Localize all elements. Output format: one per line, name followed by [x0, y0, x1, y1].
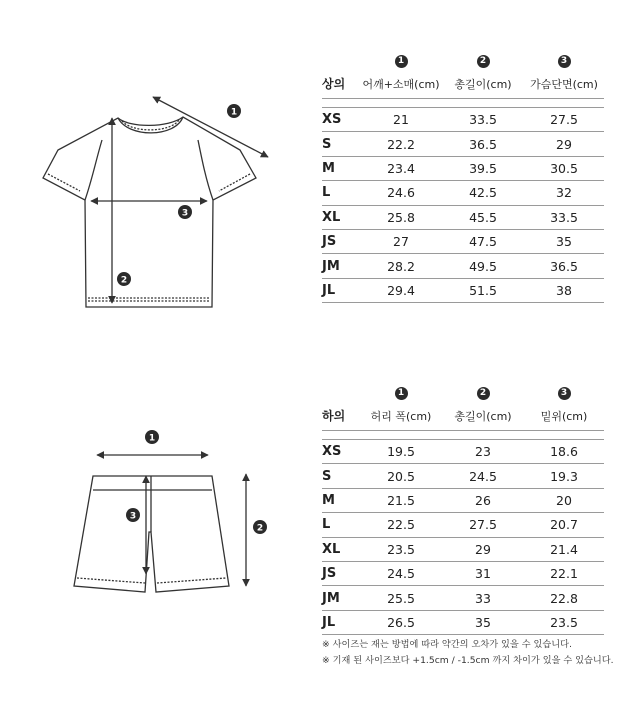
table-row: JS 27 47.5 35 — [322, 229, 604, 253]
col-badge: 3 — [558, 387, 571, 400]
table-row: XS 19.5 23 18.6 — [322, 440, 604, 464]
column-header: 허리 폭(cm) — [370, 409, 432, 423]
size-notes — [322, 637, 614, 669]
table-row: JS 24.5 31 22.1 — [322, 561, 604, 585]
table-row: M 23.4 39.5 30.5 — [322, 156, 604, 180]
shorts-measure-lines — [97, 455, 246, 586]
shorts-badge-1 — [145, 430, 159, 444]
table-row: XL 25.8 45.5 33.5 — [322, 205, 604, 229]
table-row: L 24.6 42.5 32 — [322, 181, 604, 205]
svg-text:1: 1 — [148, 433, 156, 444]
col-badge: 2 — [477, 387, 490, 400]
tshirt-outline — [43, 117, 256, 307]
table-row: XS 21 33.5 27.5 — [322, 108, 604, 132]
table-row: JM 25.5 33 22.8 — [322, 586, 604, 610]
tshirt-badge-1 — [227, 104, 241, 118]
table-row: L 22.5 27.5 20.7 — [322, 513, 604, 537]
svg-text:3: 3 — [181, 208, 189, 219]
svg-text:3: 3 — [129, 511, 137, 522]
column-header: 총길이(cm) — [454, 77, 512, 91]
tshirt-badge-3 — [178, 205, 192, 219]
shorts-outline — [74, 476, 229, 592]
table-row: XL 23.5 29 21.4 — [322, 537, 604, 561]
shorts-badge-3 — [126, 508, 140, 522]
svg-text:2: 2 — [256, 523, 264, 534]
table-row: S 20.5 24.5 19.3 — [322, 464, 604, 488]
column-header: 가슴단면(cm) — [530, 77, 598, 91]
table-row: S 22.2 36.5 29 — [322, 132, 604, 156]
category-label: 하의 — [322, 409, 346, 423]
svg-text:1: 1 — [230, 107, 238, 118]
tshirt-badge-2 — [117, 272, 131, 286]
category-label: 상의 — [322, 77, 346, 91]
column-header: 밑위(cm) — [540, 409, 588, 423]
col-badge: 2 — [477, 55, 490, 68]
table-row: JL 26.5 35 23.5 — [322, 610, 604, 634]
column-header: 총길이(cm) — [454, 409, 512, 423]
table-row: JL 29.4 51.5 38 — [322, 278, 604, 302]
tshirt-measure-lines — [91, 97, 268, 303]
column-header: 어깨+소매(cm) — [362, 77, 440, 91]
col-badge: 1 — [395, 55, 408, 68]
col-badge: 3 — [558, 55, 571, 68]
bottom-size-table — [322, 383, 604, 635]
shorts-badge-2 — [253, 520, 267, 534]
top-size-table — [322, 51, 604, 303]
note-line: ※ 기재 된 사이즈보다 +1.5cm / -1.5cm 까지 차이가 있을 수 있습니다. — [322, 655, 614, 666]
svg-text:2: 2 — [120, 275, 128, 286]
col-badge: 1 — [395, 387, 408, 400]
note-line: ※ 사이즈는 재는 방법에 따라 약간의 오차가 있을 수 있습니다. — [322, 639, 572, 650]
table-row: M 21.5 26 20 — [322, 488, 604, 512]
table-row: JM 28.2 49.5 36.5 — [322, 254, 604, 278]
